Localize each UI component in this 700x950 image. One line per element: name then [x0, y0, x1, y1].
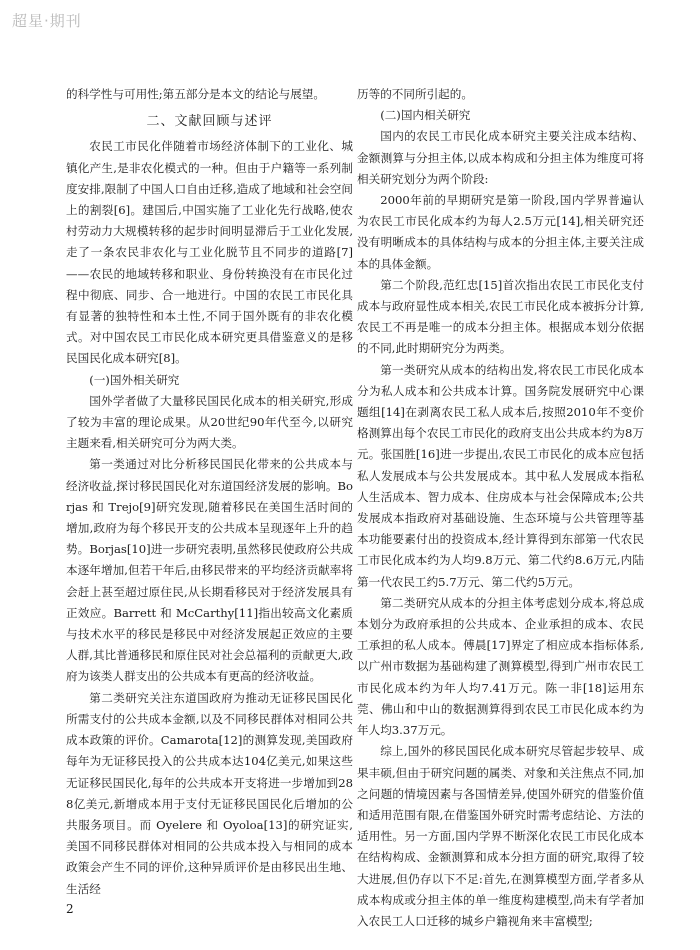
- paragraph: 综上,国外的移民国民化成本研究尽管起步较早、成果丰硕,但由于研究问题的属类、对象和关注焦点不同,加之问题的情境因素与各国情差异,使国外研究的借鉴价值和适用范围有限,在借鉴国外研究时需考虑结论、方法的适用性。另一方面,国内学界不断深化农民工市民化成本在结构构成、金额测算和成本分担方面的研究,取得了较大进展,但仍存以下不足:首先,在测算模型方面,学者多从成本构成或分担主体的单一维度构建模型,尚未有学者加入农民工人口迁移的城乡户籍视角来丰富模型;: [357, 744, 644, 928]
- paragraph: 第二类研究从成本的分担主体考虑划分成本,将总成本划分为政府承担的公共成本、企业承担的成本、农民工承担的私人成本。傅晨[17]界定了相应成本指标体系,以广州市数据为基础构建了测算模型,得到广州市农民工市民化成本约为年人均7.41万元。陈一非[18]运用东莞、佛山和中山的数据测算得到农民工市民化成本约为年人均3.37万元。: [357, 595, 644, 738]
- subsection-title: (一)国外相关研究: [89, 372, 180, 387]
- paragraph: 农民工市民化伴随着市场经济体制下的工业化、城镇化产生,是非农化模式的一种。但由于户籍等一系列制度安排,限制了中国人口自由迁移,造成了地域和社会空间上的割裂[6]。建国后,中国实施了工业化先行战略,使农村劳动力大规模转移的起步时间明显滞后于工业化发展,走了一条农民非农化与工业化脱节且不同步的道路[7]——农民的地域转移和职业、身份转换没有在市民化过程中彻底、同步、合一地进行。中国的农民工市民化具有显著的独特性和本土性,不同于国外既有的非农化模式。对中国农民工市民化成本研究更具借鉴意义的是移民国民化成本研究[8]。: [66, 139, 353, 366]
- paragraph: 的科学性与可用性;第五部分是本文的结论与展望。: [66, 87, 325, 101]
- paragraph: 第一类研究从成本的结构出发,将农民工市民化成本分为私人成本和公共成本计算。国务院发展研究中心课题组[14]在剥离农民工私人成本后,按照2010年不变价格测算出每个农民工市民化的政府支出公共成本约为8万元。张国胜[16]进一步提出,农民工市民化的成本应包括私人发展成本与公共发展成本。其中私人发展成本指私人生活成本、智力成本、住房成本与社会保障成本;公共发展成本指政府对基础设施、生态环境与公共管理等基本功能要素付出的投资成本,经计算得到东部第一代农民工市民化成本约为人均9.8万元、第二代约8.6万元,内陆第一代农民工约5.7万元、第二代约5万元。: [357, 362, 644, 589]
- right-column: [357, 84, 644, 928]
- paragraph: 第二个阶段,范红忠[15]首次指出农民工市民化支付成本与政府显性成本相关,农民工市民化成本被拆分计算,农民工不再是唯一的成本分担主体。根据成本划分依据的不同,此时期研究分为两类。: [357, 277, 644, 356]
- subsection-title: (二)国内相关研究: [380, 108, 471, 123]
- left-column: [66, 84, 353, 896]
- journal-masthead: 超星·期刊: [12, 12, 82, 30]
- paragraph: 国内的农民工市民化成本研究主要关注成本结构、金额测算与分担主体,以成本构成和分担主体为维度可将相关研究划分为两个阶段:: [357, 129, 644, 186]
- page-number: 2: [66, 902, 74, 916]
- section-title: 二、文献回顾与述评: [146, 114, 273, 130]
- paragraph: 历等的不同所引起的。: [357, 87, 473, 101]
- paragraph: 2000年前的早期研究是第一阶段,国内学界普遍认为农民工市民化成本约为每人2.5万元[14],相关研究还没有明晰成本的具体结构与成本的分担主体,主要关注成本的具体金额。: [357, 193, 644, 271]
- paragraph: 国外学者做了大量移民国民化成本的相关研究,形成了较为丰富的理论成果。从20世纪90年代至今,以研究主题来看,相关研究可分为两大类。: [66, 393, 353, 451]
- paragraph: 第一类通过对比分析移民国民化带来的公共成本与经济收益,探讨移民国民化对东道国经济发展的影响。Borjas 和 Trejo[9]研究发现,随着移民在美国生活时间的增加,政府为每个移民开支的公共成本呈现逐年上升的趋势。Borjas[10]进一步研究表明,虽然移民使政府公共成本逐年增加,但若干年后,由移民带来的平均经济贡献率将会赶上甚至超过原住民,从长期看移民对于经济发展具有正效应。Barrett 和 McCarthy[11]指出较高文化素质与技术水平的移民是移民中对经济发展起正效应的主要人群,其比普通移民和原住民对社会总福利的贡献更大,政府为该类人群支出的公共成本有更高的经济收益。: [66, 457, 353, 684]
- paragraph: 第二类研究关注东道国政府为推动无证移民国民化所需支付的公共成本金额,以及不同移民群体对相同公共成本政策的评价。Camarota[12]的测算发现,美国政府每年为无证移民投入的公共成本达104亿美元,如果这些无证移民国民化,每年的公共成本开支将进一步增加到288亿美元,新增成本用于支付无证移民国民化后增加的公共服务项目。而 Oyelere 和 Oyoloa[13]的研究证实,美国不同移民群体对相同的公共成本投入与相同的成本政策会产生不同的评价,这种异质评价是由移民出生地、生活经: [66, 690, 353, 896]
